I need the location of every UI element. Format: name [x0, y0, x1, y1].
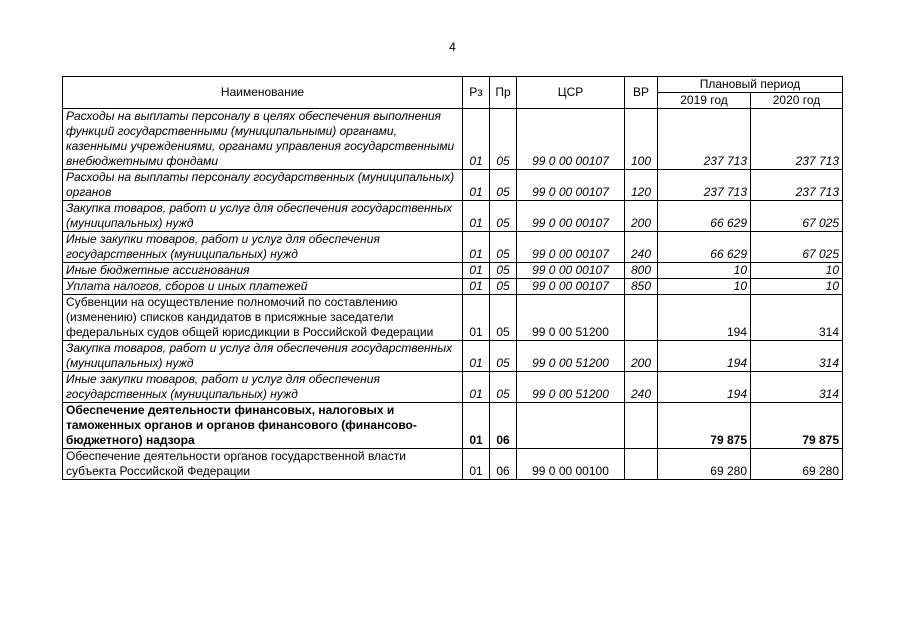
cell-vr: 200 [625, 341, 658, 372]
cell-vr: 100 [625, 109, 658, 170]
cell-rz: 01 [463, 372, 490, 403]
cell-vr: 850 [625, 279, 658, 295]
table-row [63, 295, 843, 341]
cell-rz: 01 [463, 295, 490, 341]
cell-vr: 800 [625, 263, 658, 279]
cell-name: Иные закупки товаров, работ и услуг для обеспечения государственных (муниципальных) нужд [63, 232, 463, 263]
cell-csr: 99 0 00 51200 [517, 372, 625, 403]
cell-csr: 99 0 00 00107 [517, 170, 625, 201]
cell-2019: 194 [658, 295, 751, 341]
cell-name: Уплата налогов, сборов и иных платежей [63, 279, 463, 295]
cell-vr: 200 [625, 201, 658, 232]
cell-csr: 99 0 00 00107 [517, 232, 625, 263]
table-row [63, 201, 843, 232]
cell-name: Расходы на выплаты персоналу в целях обеспечения выполнения функций государственными (муниципальными) органами, казенными учреждениями, органами управления государственными внебюджетными фондами [63, 109, 463, 170]
cell-2020: 67 025 [751, 232, 843, 263]
cell-name: Субвенции на осуществление полномочий по составлению (изменению) списков кандидатов в присяжные заседатели федеральных судов общей юрисдикции в Российской Федерации [63, 295, 463, 341]
cell-2019: 10 [658, 263, 751, 279]
cell-2020: 314 [751, 341, 843, 372]
cell-vr [625, 403, 658, 449]
budget-table [62, 76, 843, 480]
cell-name: Закупка товаров, работ и услуг для обеспечения государственных (муниципальных) нужд [63, 341, 463, 372]
page-number: 4 [449, 40, 456, 54]
table-row [63, 341, 843, 372]
cell-vr: 240 [625, 372, 658, 403]
cell-rz: 01 [463, 109, 490, 170]
cell-2020: 10 [751, 279, 843, 295]
cell-pr: 05 [490, 232, 517, 263]
cell-2019: 237 713 [658, 170, 751, 201]
cell-rz: 01 [463, 449, 490, 480]
cell-name: Обеспечение деятельности органов государственной власти субъекта Российской Федерации [63, 449, 463, 480]
table-body [63, 109, 843, 480]
cell-name: Расходы на выплаты персоналу государственных (муниципальных) органов [63, 170, 463, 201]
cell-csr: 99 0 00 00107 [517, 263, 625, 279]
cell-2020: 237 713 [751, 109, 843, 170]
cell-2020: 314 [751, 295, 843, 341]
cell-pr: 05 [490, 372, 517, 403]
cell-pr: 05 [490, 263, 517, 279]
cell-2020: 314 [751, 372, 843, 403]
cell-pr: 05 [490, 295, 517, 341]
cell-vr [625, 449, 658, 480]
header-name: Наименование [63, 77, 463, 109]
cell-csr: 99 0 00 00100 [517, 449, 625, 480]
cell-rz: 01 [463, 341, 490, 372]
header-year-2020: 2020 год [751, 93, 843, 109]
cell-vr: 240 [625, 232, 658, 263]
cell-name: Закупка товаров, работ и услуг для обеспечения государственных (муниципальных) нужд [63, 201, 463, 232]
cell-2019: 79 875 [658, 403, 751, 449]
table-row [63, 109, 843, 170]
cell-name: Иные закупки товаров, работ и услуг для обеспечения государственных (муниципальных) нужд [63, 372, 463, 403]
cell-pr: 05 [490, 279, 517, 295]
cell-csr: 99 0 00 00107 [517, 279, 625, 295]
cell-rz: 01 [463, 170, 490, 201]
cell-pr: 05 [490, 109, 517, 170]
table-row [63, 170, 843, 201]
cell-csr [517, 403, 625, 449]
cell-rz: 01 [463, 403, 490, 449]
cell-2020: 67 025 [751, 201, 843, 232]
cell-2019: 66 629 [658, 232, 751, 263]
cell-2019: 10 [658, 279, 751, 295]
cell-pr: 05 [490, 341, 517, 372]
cell-2020: 10 [751, 263, 843, 279]
cell-2019: 69 280 [658, 449, 751, 480]
table-row [63, 372, 843, 403]
cell-2019: 194 [658, 341, 751, 372]
header-pr: Пр [490, 77, 517, 109]
cell-rz: 01 [463, 279, 490, 295]
header-vr: ВР [625, 77, 658, 109]
cell-rz: 01 [463, 263, 490, 279]
header-year-2019: 2019 год [658, 93, 751, 109]
table-row [63, 263, 843, 279]
cell-2020: 237 713 [751, 170, 843, 201]
table-row [63, 449, 843, 480]
cell-vr [625, 295, 658, 341]
table-row [63, 232, 843, 263]
cell-name: Иные бюджетные ассигнования [63, 263, 463, 279]
cell-csr: 99 0 00 00107 [517, 109, 625, 170]
cell-csr: 99 0 00 51200 [517, 341, 625, 372]
cell-2020: 79 875 [751, 403, 843, 449]
cell-2019: 194 [658, 372, 751, 403]
header-plan-period: Плановый период [658, 77, 843, 93]
cell-pr: 06 [490, 449, 517, 480]
cell-rz: 01 [463, 232, 490, 263]
cell-pr: 06 [490, 403, 517, 449]
cell-pr: 05 [490, 170, 517, 201]
header-rz: Рз [463, 77, 490, 109]
cell-pr: 05 [490, 201, 517, 232]
cell-2020: 69 280 [751, 449, 843, 480]
header-csr: ЦСР [517, 77, 625, 109]
cell-csr: 99 0 00 00107 [517, 201, 625, 232]
table-row [63, 279, 843, 295]
table-row [63, 403, 843, 449]
cell-2019: 237 713 [658, 109, 751, 170]
cell-rz: 01 [463, 201, 490, 232]
table-header [63, 77, 843, 109]
cell-name: Обеспечение деятельности финансовых, налоговых и таможенных органов и органов финансового (финансово-бюджетного) надзора [63, 403, 463, 449]
cell-csr: 99 0 00 51200 [517, 295, 625, 341]
cell-vr: 120 [625, 170, 658, 201]
cell-2019: 66 629 [658, 201, 751, 232]
